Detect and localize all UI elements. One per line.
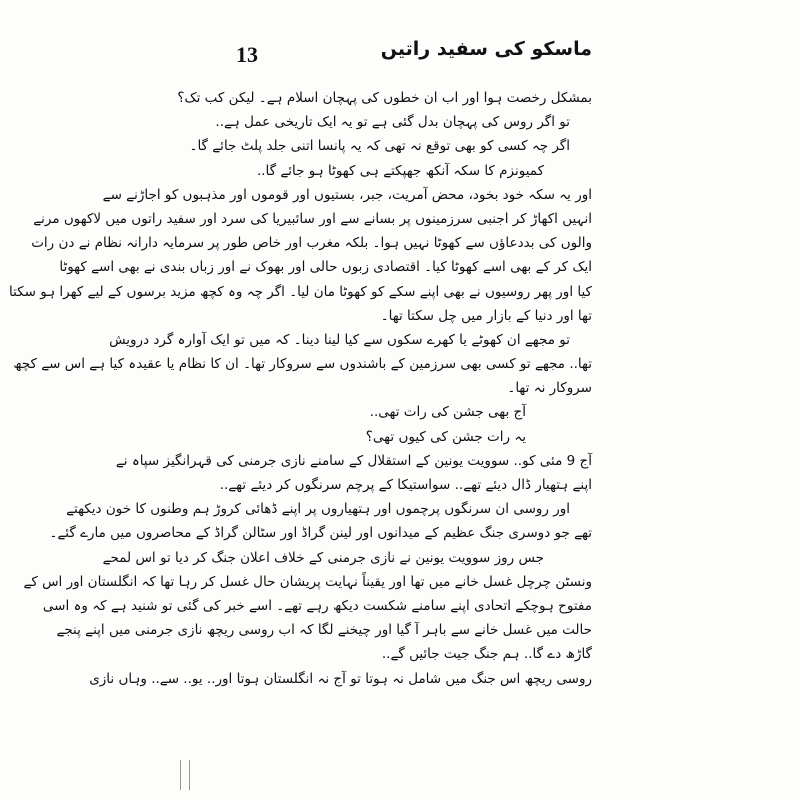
text-line: اپنے ہتھیار ڈال دیئے تھے.. سواستیکا کے پرچم سرنگوں کر دیئے تھے.. (219, 477, 592, 493)
text-line: جس روز سوویت یونین نے نازی جرمنی کے خلاف اعلان جنگ کر دیا تو اس لمحے (102, 549, 544, 566)
text-line: گاڑھ دے گا.. ہم جنگ جیت جائیں گے.. (381, 646, 592, 663)
text-line: اور روسی ان سرنگوں پرچموں اور ہتھیاروں پر اپنے ڈھائی کروڑ ہم وطنوں کا خون دیکھتے (66, 501, 570, 518)
text-line: کیا اور پھر روسیوں نے بھی اپنے سکے کو کھوٹا مان لیا۔ اگر چہ وہ کچھ مزید برسوں کے لیے کھرا ہو سکتا (8, 283, 592, 300)
text-line: کمیونزم کا سکہ آنکھ جھپکتے ہی کھوٹا ہو جائے گا.. (256, 162, 544, 179)
text-line: تو اگر روس کی پہچان بدل گئی ہے تو یہ ایک تاریخی عمل ہے.. (215, 114, 570, 131)
text-line: روسی ریچھ اس جنگ میں شامل نہ ہوتا تو آج نہ انگلستان ہوتا اور.. یو.. سے.. وہاں نازی (89, 670, 592, 687)
text-line: انہیں اکھاڑ کر اجنبی سرزمینوں پر بسانے سے اور سائبیریا کی سرد اور سفید راتوں میں لاکھوں مرنے (33, 210, 592, 227)
page-body-text (8, 86, 592, 691)
text-line: والوں کی بددعاؤں سے کھوٹا نہیں ہوا۔ بلکہ مغرب اور خاص طور پر سرمایہ دارانہ نظام نے دن رات (31, 235, 592, 252)
page-number: 13 (236, 42, 258, 67)
text-line: تھے جو دوسری جنگ عظیم کے میدانوں اور لینن گراڈ اور سٹالن گراڈ کے محاصروں میں مارے گئے۔ (49, 525, 592, 542)
text-line: تو مجھے ان کھوٹے یا کھرے سکوں سے کیا لینا دینا۔ کہ میں تو ایک آوارہ گرد درویش (109, 331, 570, 348)
text-line: ایک کر کے بھی اسے کھوٹا کیا۔ اقتصادی زبوں حالی اور بھوک نے اور زباں بندی نے بھی اسے کھوٹا (59, 259, 592, 276)
text-line: آج 9 مئی کو.. سوویت یونین کے استقلال کے سامنے نازی جرمنی کی قہرانگیز سپاہ نے (115, 452, 592, 469)
text-line: بمشکل رخصت ہوا اور اب ان خطوں کی پہچان اسلام ہے۔ لیکن کب تک؟ (177, 90, 592, 106)
text-line: اگر چہ کسی کو بھی توقع نہ تھی کہ یہ پانسا اتنی جلد پلٹ جائے گا۔ (189, 138, 570, 155)
text-line: تھا.. مجھے تو کسی بھی سرزمین کے باشندوں سے سروکار تھا۔ ان کا نظام یا عقیدہ کیا ہے اس سے کچھ (13, 356, 592, 373)
text-line: مفتوح ہوچکے اتحادی اپنے سامنے شکست دیکھ رہے تھے۔ اسے خبر کی گئی تو شنید ہے کہ وہ اسی (42, 597, 592, 614)
text-line: آج بھی جشن کی رات تھی.. (369, 404, 526, 421)
text-line: اور یہ سکہ خود بخود، محض آمریت، جبر، بستیوں اور قوموں اور مذہبوں کو اجاڑنے سے (102, 186, 592, 203)
running-header-title: ماسکو کی سفید راتیں (380, 38, 592, 60)
text-line: یہ رات جشن کی کیوں تھی؟ (365, 428, 526, 445)
margin-mark (180, 760, 190, 790)
text-line: حالت میں غسل خانے سے باہر آ گیا اور چیخنے لگا کہ اب روسی ریچھ نازی جرمنی میں اپنے پنجے (56, 622, 592, 639)
text-line: تھا اور دنیا کے بازار میں چل سکتا تھا۔ (380, 307, 592, 324)
text-line: سروکار نہ تھا۔ (507, 380, 592, 397)
text-line: ونسٹن چرچل غسل خانے میں تھا اور یقیناً نہایت پریشان حال غسل کر رہا تھا کہ انگلستان اور اس کے (23, 573, 592, 590)
